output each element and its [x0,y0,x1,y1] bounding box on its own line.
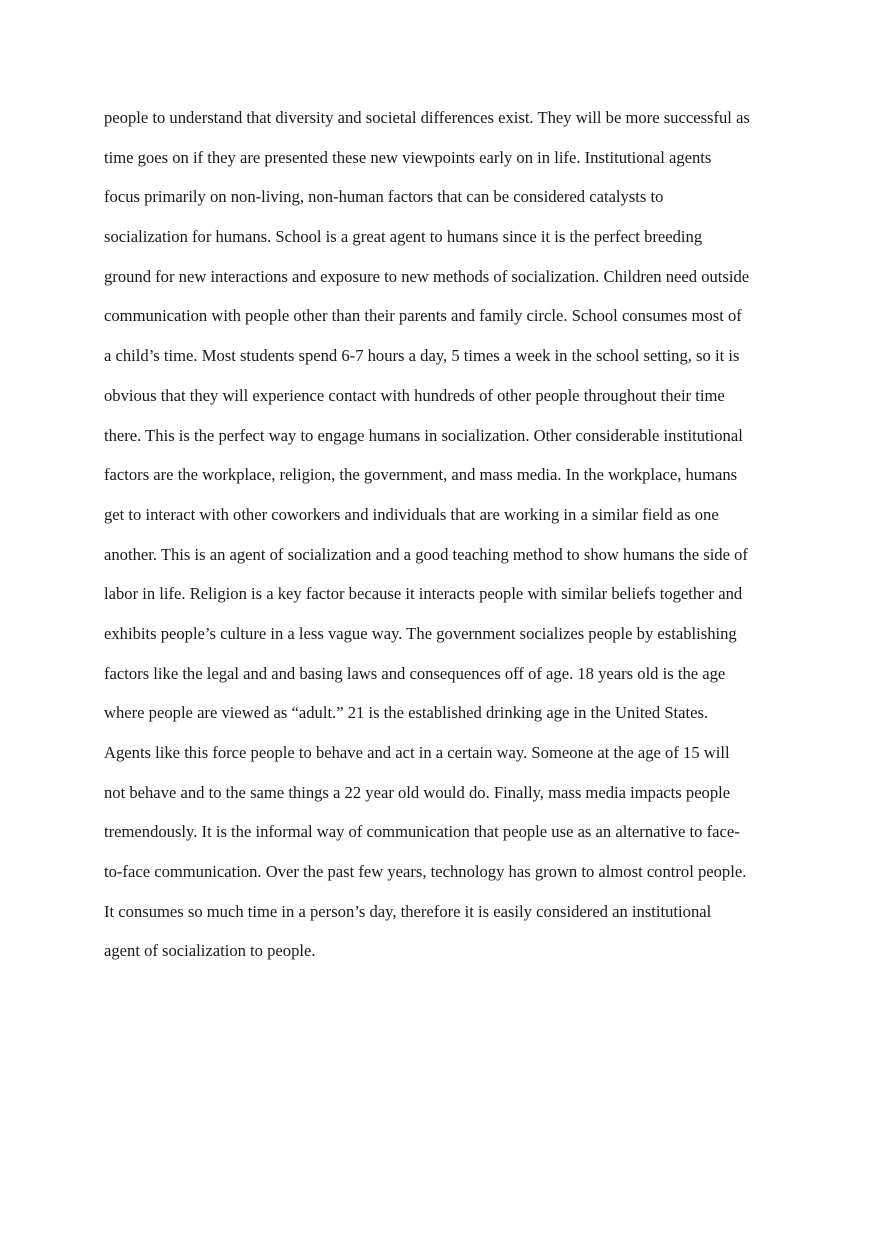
paragraph-line: obvious that they will experience contact with hundreds of other people throughout their time [104,385,725,405]
paragraph-line: factors are the workplace, religion, the government, and mass media. In the workplace, humans [104,465,738,485]
paragraph-line: to-face communication. Over the past few years, technology has grown to almost control people. [104,862,747,882]
paragraph-line: a child’s time. Most students spend 6-7 hours a day, 5 times a week in the school setting, so it is [104,346,740,366]
paragraph-line: labor in life. Religion is a key factor because it interacts people with similar beliefs together and [104,584,743,604]
paragraph-line: not behave and to the same things a 22 year old would do. Finally, mass media impacts people [104,782,731,802]
paragraph-line: exhibits people’s culture in a less vague way. The government socializes people by establishing [104,623,737,643]
paragraph-line: time goes on if they are presented these new viewpoints early on in life. Institutional agents [104,147,712,167]
paragraph-line: ground for new interactions and exposure to new methods of socialization. Children need outside [104,266,750,286]
paragraph-line: where people are viewed as “adult.” 21 is the established drinking age in the United States. [104,703,709,723]
paragraph-line: focus primarily on non-living, non-human factors that can be considered catalysts to [104,187,664,207]
paragraph-line: socialization for humans. School is a great agent to humans since it is the perfect breeding [104,227,703,247]
paragraph-line: agent of socialization to people. [104,941,316,961]
body-paragraph [104,98,804,971]
paragraph-line: get to interact with other coworkers and individuals that are working in a similar field as one [104,504,719,524]
paragraph-line: Agents like this force people to behave and act in a certain way. Someone at the age of 15 will [104,743,730,762]
paragraph-line: another. This is an agent of socialization and a good teaching method to show humans the side of [104,544,748,564]
paragraph-line: there. This is the perfect way to engage humans in socialization. Other considerable institutional [104,425,743,445]
paragraph-line: tremendously. It is the informal way of communication that people use as an alternative to face- [104,822,740,842]
paragraph-line: people to understand that diversity and societal differences exist. They will be more successful as [104,108,750,127]
paragraph-line: factors like the legal and and basing laws and consequences off of age. 18 years old is the age [104,663,726,683]
paragraph-line: It consumes so much time in a person’s day, therefore it is easily considered an institutional [104,901,712,921]
paragraph-line: communication with people other than their parents and family circle. School consumes most of [104,306,742,326]
